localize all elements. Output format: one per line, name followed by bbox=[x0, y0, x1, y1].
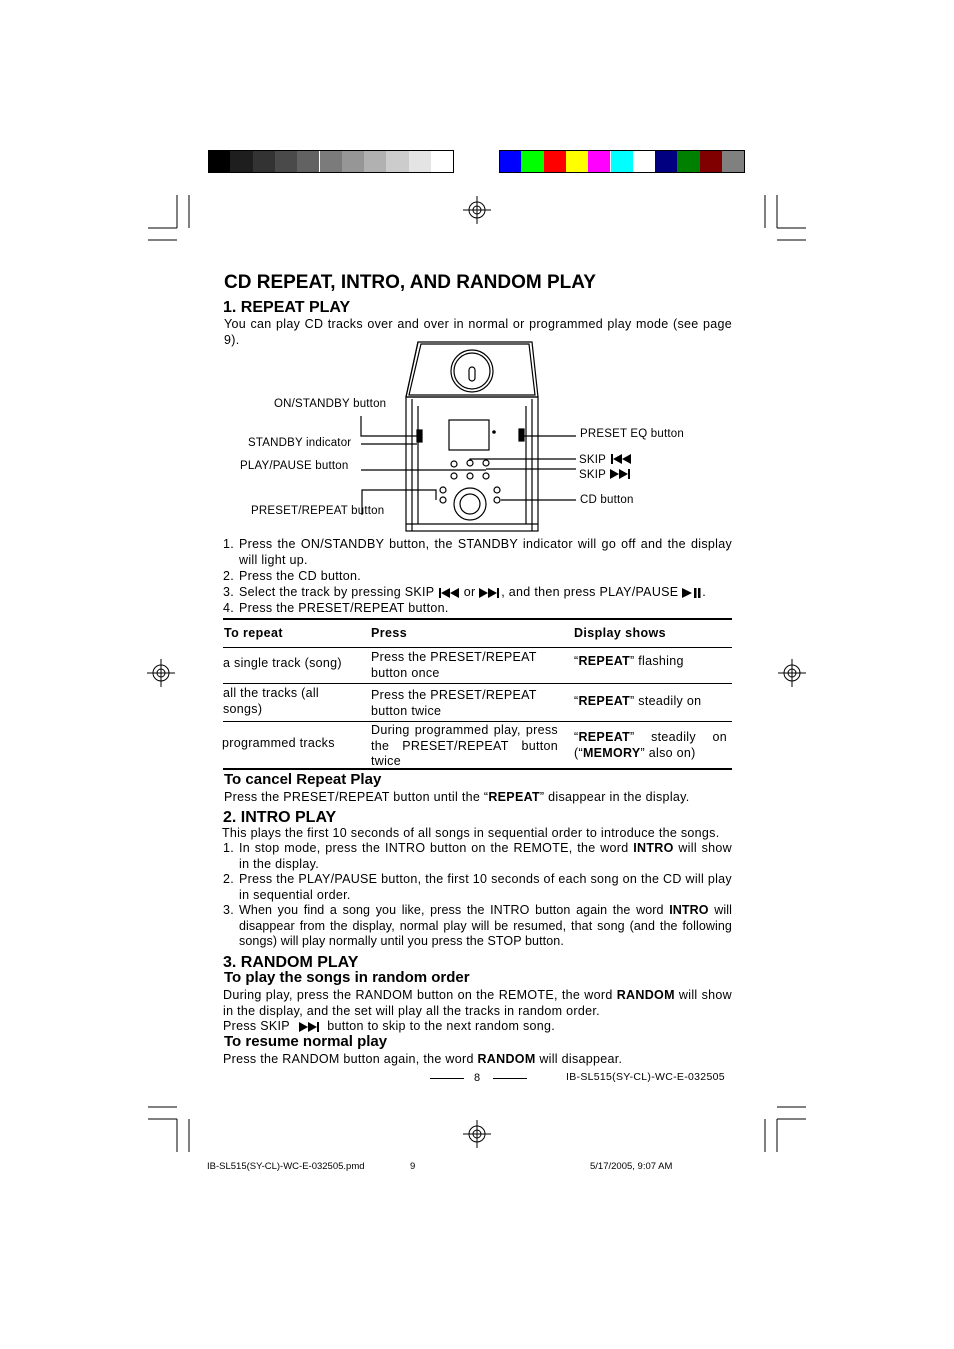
table-bottom-rule bbox=[223, 768, 732, 770]
table-row-3-repeat: programmed tracks bbox=[222, 736, 335, 750]
label-preset-repeat: PRESET/REPEAT button bbox=[251, 505, 385, 517]
intro-text: This plays the first 10 seconds of all songs in sequential order to introduce the songs. bbox=[222, 826, 720, 840]
repeat-step-3: 3. Select the track by pressing SKIP or , and then press PLAY/PAUSE . bbox=[223, 585, 706, 599]
label-skip-back: SKIP bbox=[579, 454, 607, 466]
table-row-1-display: “REPEAT” flashing bbox=[574, 654, 684, 668]
table-rule bbox=[223, 683, 732, 684]
intro-step-1: 1. In stop mode, press the INTRO button on the REMOTE, the word INTRO will show in the display. bbox=[223, 841, 733, 871]
random-subheading-2: To resume normal play bbox=[224, 1033, 388, 1050]
label-skip-fwd-row bbox=[579, 465, 632, 483]
table-header-repeat: To repeat bbox=[224, 626, 283, 640]
random-heading: 3. RANDOM PLAY bbox=[223, 954, 359, 971]
skip-forward-icon bbox=[293, 1022, 323, 1032]
document-code: IB-SL515(SY-CL)-WC-E-032505 bbox=[566, 1071, 725, 1083]
table-rule bbox=[223, 647, 732, 648]
intro-heading: 2. INTRO PLAY bbox=[223, 809, 337, 826]
table-row-2-repeat: all the tracks (all songs) bbox=[223, 686, 320, 716]
repeat-step-1: 1. Press the ON/STANDBY button, the STANDBY indicator will go off and the display will light up. bbox=[223, 537, 732, 567]
play-pause-icon bbox=[682, 588, 702, 598]
page-number-rule-right bbox=[493, 1078, 527, 1079]
label-on-standby: ON/STANDBY button bbox=[274, 398, 387, 410]
label-skip-fwd: SKIP bbox=[579, 469, 607, 481]
table-top-rule bbox=[223, 618, 732, 620]
label-standby-indicator: STANDBY indicator bbox=[248, 437, 352, 449]
page-number: 8 bbox=[474, 1072, 481, 1084]
table-header-display: Display shows bbox=[574, 626, 667, 640]
table-row-3-display: “REPEAT” steadily on (“MEMORY” also on) bbox=[574, 730, 727, 760]
random-text-2: Press SKIP button to skip to the next random song. bbox=[223, 1019, 556, 1033]
table-row-1-repeat: a single track (song) bbox=[223, 656, 342, 670]
repeat-step-2: 2. Press the CD button. bbox=[223, 569, 362, 583]
footer-filename: IB-SL515(SY-CL)-WC-E-032505.pmd bbox=[207, 1161, 365, 1172]
repeat-intro-text: You can play CD tracks over and over in normal or programmed play mode (see page 9). bbox=[224, 317, 732, 347]
cancel-repeat-heading: To cancel Repeat Play bbox=[224, 771, 382, 788]
table-row-3-press: During programmed play, press the PRESET/REPEAT button twice bbox=[371, 723, 558, 768]
random-text-3: Press the RANDOM button again, the word RANDOM will disappear. bbox=[223, 1052, 623, 1066]
table-header-press: Press bbox=[371, 626, 408, 640]
footer-date: 5/17/2005, 9:07 AM bbox=[590, 1161, 673, 1172]
table-row-2-press: Press the PRESET/REPEAT button twice bbox=[371, 688, 537, 718]
skip-back-icon bbox=[438, 588, 460, 598]
label-preset-eq: PRESET EQ button bbox=[580, 428, 684, 440]
repeat-step-4: 4. Press the PRESET/REPEAT button. bbox=[223, 601, 449, 615]
page-number-rule-left bbox=[430, 1078, 464, 1079]
label-play-pause: PLAY/PAUSE button bbox=[240, 460, 349, 472]
cancel-repeat-text: Press the PRESET/REPEAT button until the “REPEAT” disappear in the display. bbox=[224, 790, 690, 804]
intro-step-2: 2. Press the PLAY/PAUSE button, the first 10 seconds of each song on the CD will play in sequential order. bbox=[223, 872, 732, 902]
random-text-1: During play, press the RANDOM button on the REMOTE, the word RANDOM will show in the display, and the set will play all the tracks in random order. bbox=[223, 988, 732, 1018]
intro-step-3: 3. When you find a song you like, press the INTRO button again the word INTRO will disappear from the display, normal play will be resumed, that song (and the following songs) will play normally until you press the STOP button. bbox=[223, 903, 732, 948]
repeat-heading: 1. REPEAT PLAY bbox=[223, 299, 351, 316]
table-row-2-display: “REPEAT” steadily on bbox=[574, 694, 702, 708]
table-rule bbox=[223, 721, 732, 722]
label-cd-button: CD button bbox=[580, 494, 634, 506]
skip-back-icon bbox=[610, 454, 632, 464]
random-subheading-1: To play the songs in random order bbox=[224, 969, 470, 986]
skip-forward-icon bbox=[610, 469, 632, 479]
page-title: CD REPEAT, INTRO, AND RANDOM PLAY bbox=[224, 272, 596, 293]
footer-page: 9 bbox=[410, 1161, 416, 1172]
skip-forward-icon bbox=[479, 588, 501, 598]
table-row-1-press: Press the PRESET/REPEAT button once bbox=[371, 650, 537, 680]
